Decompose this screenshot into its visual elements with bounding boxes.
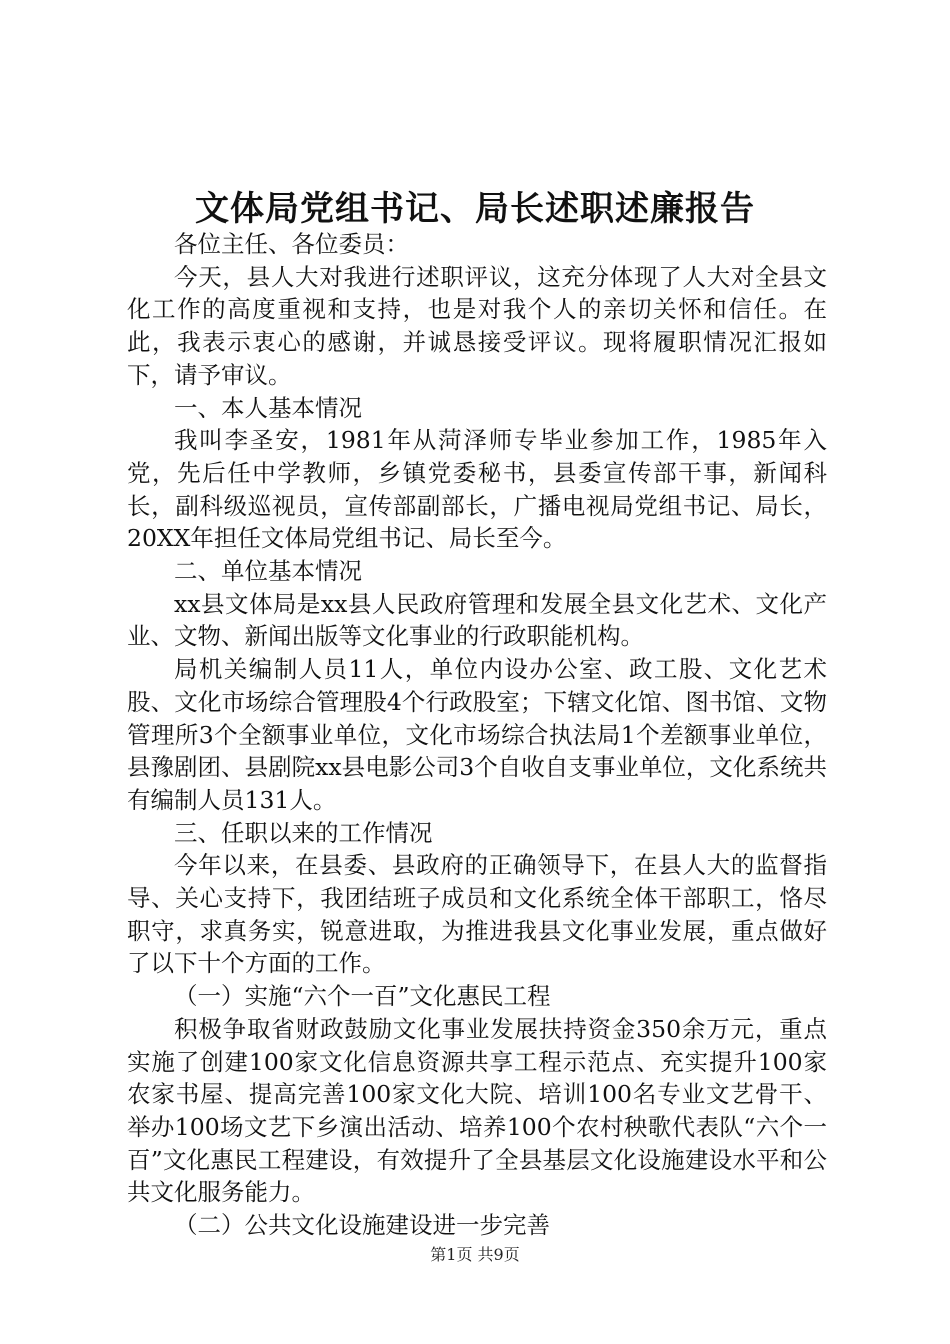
page-footer: 第1页 共9页: [430, 1245, 520, 1264]
staffing-paragraph: 局机关编制人员11人，单位内设办公室、政工股、文化艺术股、文化市场综合管理股4个行政股室；下辖文化馆、图书馆、文物管理所3个全额事业单位，文化市场综合执法局1个差额事业单位，县豫剧团、县剧院xx县电影公司3个自收自支事业单位，文化系统共有编制人员131人。: [127, 655, 827, 814]
section-heading-basic-info: 一、本人基本情况: [174, 393, 362, 422]
work-summary-paragraph: 今年以来，在县委、县政府的正确领导下，在县人大的监督指导、关心支持下，我团结班子成员和文化系统全体干部职工，恪尽职守，求真务实，锐意进取，为推进我县文化事业发展，重点做好了以下十个方面的工作。: [127, 851, 827, 978]
section-heading-work: 三、任职以来的工作情况: [174, 818, 433, 847]
section-heading-unit-info: 二、单位基本情况: [174, 557, 362, 586]
document-body: [127, 228, 827, 1242]
subsection-heading-2: （二）公共文化设施建设进一步完善: [174, 1211, 550, 1240]
subsection-heading-1: （一）实施“六个一百”文化惠民工程: [174, 982, 551, 1011]
unit-info-paragraph: xx县文体局是xx县人民政府管理和发展全县文化艺术、文化产业、文物、新闻出版等文化事业的行政职能机构。: [127, 589, 827, 651]
salutation: 各位主任、各位委员：: [174, 230, 409, 258]
document-title: 文体局党组书记、局长述职述廉报告: [195, 189, 755, 229]
intro-paragraph: 今天，县人大对我进行述职评议，这充分体现了人大对全县文化工作的高度重视和支持，也是对我个人的亲切关怀和信任。在此，我表示衷心的感谢，并诚恳接受评议。现将履职情况汇报如下，请予审议。: [127, 262, 827, 389]
basic-info-paragraph: 我叫李圣安，1981年从菏泽师专毕业参加工作，1985年入党，先后任中学教师，乡镇党委秘书，县委宣传部干事，新闻科长，副科级巡视员，宣传部副部长，广播电视局党组书记、局长，20XX年担任文体局党组书记、局长至今。: [127, 426, 827, 553]
subsection-1-paragraph: 积极争取省财政鼓励文化事业发展扶持资金350余万元，重点实施了创建100家文化信息资源共享工程示范点、充实提升100家农家书屋、提高完善100家文化大院、培训100名专业文艺骨干、举办100场文艺下乡演出活动、培养100个农村秧歌代表队“六个一百”文化惠民工程建设，有效提升了全县基层文化设施建设水平和公共文化服务能力。: [127, 1014, 827, 1207]
